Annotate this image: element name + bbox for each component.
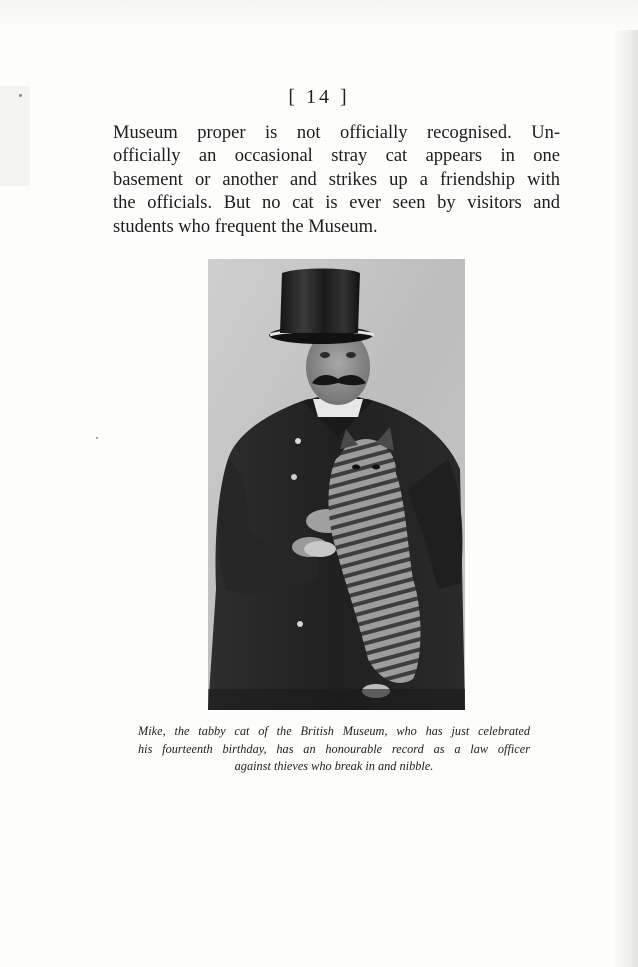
cat-eye xyxy=(372,465,380,470)
page-number: [ 14 ] xyxy=(288,86,350,108)
cat-head xyxy=(336,439,396,503)
caption-line: Mike, the tabby cat of the British Museum, who has just celebrated xyxy=(138,724,530,738)
cat-eye xyxy=(352,465,360,470)
coat-button xyxy=(291,474,297,480)
page-top-shading xyxy=(0,0,638,30)
coat-shadow xyxy=(208,689,465,710)
body-line: students who frequent the Museum. xyxy=(113,216,378,237)
body-line: basement or another and strikes up a friendship with xyxy=(113,169,560,190)
scan-speck xyxy=(96,437,98,439)
eye xyxy=(346,352,356,358)
photograph xyxy=(208,259,465,710)
coat-button xyxy=(295,438,301,444)
body-paragraph xyxy=(113,122,560,239)
body-line: the officials. But no cat is ever seen by visitors and xyxy=(113,193,560,214)
page-right-shading xyxy=(612,30,638,967)
coat-button xyxy=(297,621,303,627)
caption-line: his fourteenth birthday, has an honourable record as a law officer xyxy=(138,741,530,756)
cat-paw xyxy=(304,541,336,557)
top-hat xyxy=(280,269,360,334)
photograph-illustration xyxy=(208,259,465,710)
body-line: Museum proper is not officially recognised. Un- xyxy=(113,123,560,143)
caption-line: against thieves who break in and nibble. xyxy=(234,759,434,773)
photo-caption xyxy=(138,723,530,776)
body-line: officially an occasional stray cat appears in one xyxy=(113,146,560,167)
eye xyxy=(320,352,330,358)
